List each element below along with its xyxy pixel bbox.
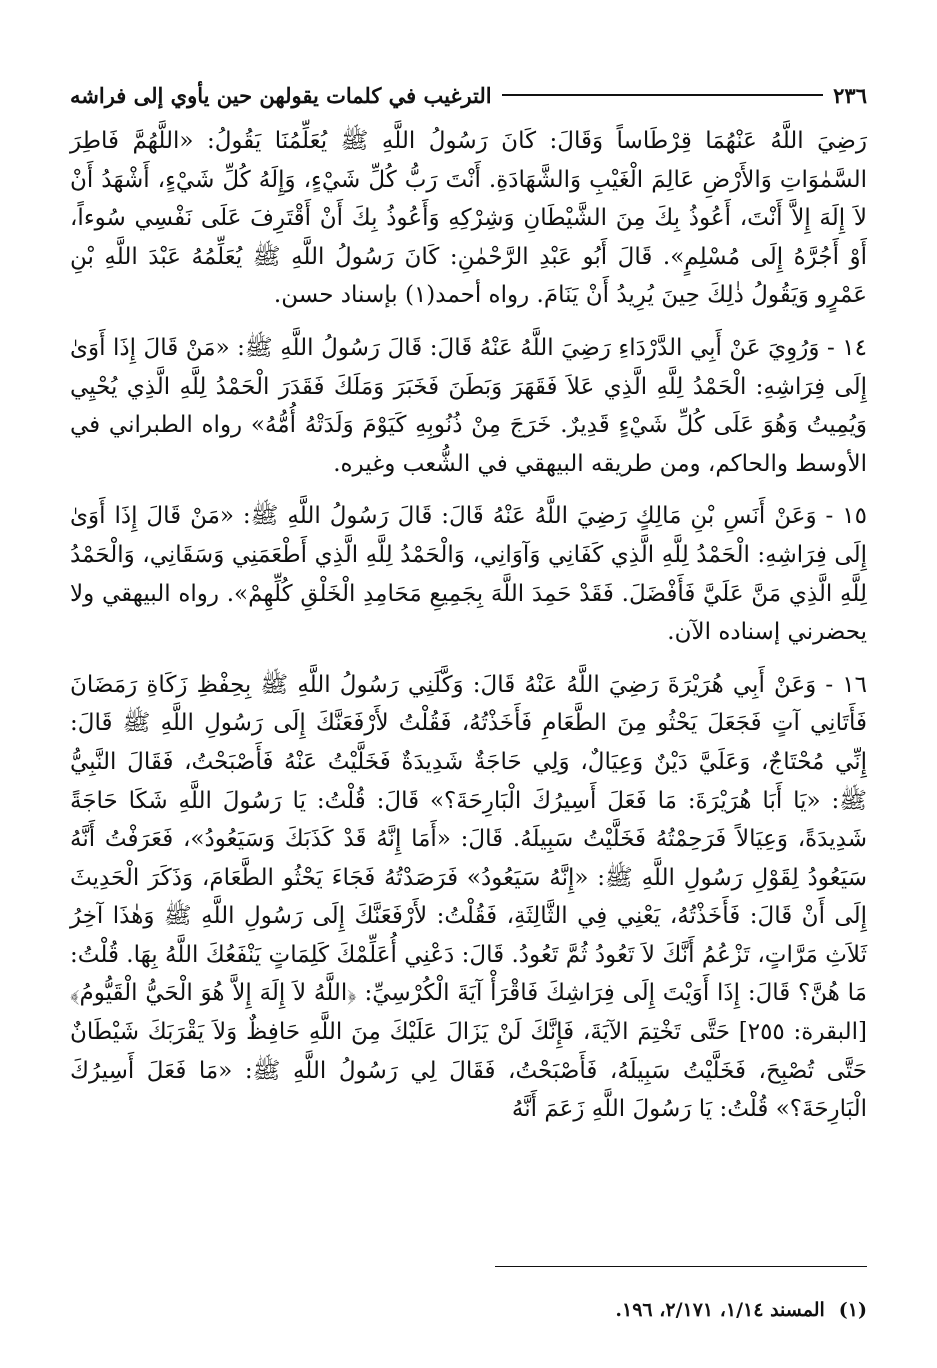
page-body — [70, 122, 867, 1129]
footnote-mark: (١) — [838, 1299, 867, 1321]
hadith-14: ١٤ - وَرُوِيَ عَنْ أَبِي الدَّرْدَاءِ رَضِيَ اللَّهُ عَنْهُ قَالَ: قَالَ رَسُولُ اللَّهِ ﷺ: «مَنْ قَالَ إِذَا أَوَىٰ إِلَى فِرَاشِهِ: الْحَمْدُ لِلَّهِ الَّذِي عَلاَ فَقَهَرَ وَبَطَنَ فَخَبَرَ وَمَلَكَ فَقَدَرَ الْحَمْدُ لِلَّهِ الَّذِي يُحْيِي وَيُمِيتُ وَهُوَ عَلَى كُلِّ شَيْءٍ قَدِيرٌ. خَرَجَ مِنْ ذُنُوبِهِ كَيَوْمَ وَلَدَتْهُ أُمُّهُ» رواه الطبراني في الأوسط والحاكم، ومن طريقه البيهقي في الشُّعب وغيره. — [70, 334, 867, 477]
hadith-15: ١٥ - وَعَنْ أَنَسِ بْنِ مَالِكٍ رَضِيَ اللَّهُ عَنْهُ قَالَ: قَالَ رَسُولُ اللَّهِ ﷺ: «مَنْ قَالَ إِذَا أَوَىٰ إِلَى فِرَاشِهِ: الْحَمْدُ لِلَّهِ الَّذِي كَفَانِي وَآوَانِي، وَالْحَمْدُ لِلَّهِ الَّذِي أَطْعَمَنِي وَسَقَانِي، وَالْحَمْدُ لِلَّهِ الَّذِي مَنَّ عَلَيَّ فَأَفْضَلَ. فَقَدْ حَمِدَ اللَّهَ بِجَمِيعِ مَحَامِدِ الْخَلْقِ كُلِّهِمْ». رواه البيهقي ولا يحضرني إسناده الآن. — [70, 503, 867, 646]
footnote-text: المسند ١/١٤، ٢/١٧١، ١٩٦. — [615, 1299, 825, 1321]
header-rule — [502, 94, 824, 96]
footnote — [70, 1296, 867, 1324]
paragraph-continuation: رَضِيَ اللَّهُ عَنْهُمَا قِرْطَاساً وَقَالَ: كَانَ رَسُولُ اللَّهِ ﷺ يُعَلِّمُنَا يَقُولُ: «اللَّهُمَّ فَاطِرَ السَّمٰوَاتِ وَالأَرْضِ عَالِمَ الْغَيْبِ وَالشَّهَادَةِ. أَنْتَ رَبُّ كُلِّ شَيْءٍ، وَإِلَهُ كُلِّ شَيْءٍ، أَشْهَدُ أَنْ لاَ إِلَهَ إِلاَّ أَنْتَ، أَعُوذُ بِكَ مِنَ الشَّيْطَانِ وَشِرْكِهِ وَأَعُوذُ بِكَ أَنْ أَقْتَرِفَ عَلَى نَفْسِي سُوءاً، أَوْ أَجُرَّهُ إِلَى مُسْلِمٍ». قَالَ أَبُو عَبْدِ الرَّحْمٰنِ: كَانَ رَسُولُ اللَّهِ ﷺ يُعَلِّمُهُ عَبْدَ اللَّهِ بْنِ عَمْرٍو وَيَقُولُ ذٰلِكَ حِينَ يُرِيدُ أَنْ يَنَامَ. رواه أحمد(١) بإسناد حسن. — [70, 128, 867, 309]
document-page — [70, 78, 867, 1129]
footnote-rule — [495, 1266, 867, 1267]
running-title: الترغيب في كلمات يقولهن حين يأوي إلى فراشه — [70, 82, 492, 108]
hadith-16: ١٦ - وَعَنْ أَبِي هُرَيْرَةَ رَضِيَ اللَّهُ عَنْهُ قَالَ: وَكَّلَنِي رَسُولُ اللَّهِ ﷺ بِحِفْظِ زَكَاةِ رَمَضَانَ فَأَتَانِي آتٍ فَجَعَلَ يَحْثُو مِنَ الطَّعَامِ فَأَخَذْتُهُ، فَقُلْتُ لأَرْفَعَنَّكَ إِلَى رَسُولِ اللَّهِ ﷺ قَالَ: إِنِّي مُحْتَاجٌ، وَعَلَيَّ دَيْنٌ وَعِيَالٌ، وَلِي حَاجَةٌ شَدِيدَةٌ فَخَلَّيْتُ عَنْهُ فَأَصْبَحْتُ، فَقَالَ النَّبِيُّ ﷺ: «يَا أَبَا هُرَيْرَةَ: مَا فَعَلَ أَسِيرُكَ الْبَارِحَةَ؟» قَالَ: قُلْتُ: يَا رَسُولَ اللَّهِ شَكَا حَاجَةً شَدِيدَةً، وَعِيَالاً فَرَحِمْتُهُ فَخَلَّيْتُ سَبِيلَهُ. قَالَ: «أَمَا إِنَّهُ قَدْ كَذَبَكَ وَسَيَعُودُ»، فَعَرَفْتُ أَنَّهُ سَيَعُودُ لِقَوْلِ رَسُولِ اللَّهِ ﷺ: «إِنَّهُ سَيَعُودُ» فَرَصَدْتُهُ فَجَاءَ يَحْثُو الطَّعَامَ، وَذَكَرَ الْحَدِيثَ إِلَى أَنْ قَالَ: فَأَخَذْتُهُ، يَعْنِي فِي الثَّالِثَةِ، فَقُلْتُ: لأَرْفَعَنَّكَ إِلَى رَسُولِ اللَّهِ ﷺ وَهٰذَا آخِرُ ثَلاَثِ مَرَّاتٍ، تَزْعُمُ أَنَّكَ لاَ تَعُودُ ثُمَّ تَعُودُ. قَالَ: دَعْنِي أُعَلِّمْكَ كَلِمَاتٍ يَنْفَعُكَ اللَّهُ بِهَا. قُلْتُ: مَا هُنَّ؟ قَالَ: إِذَا أَوَيْتَ إِلَى فِرَاشِكَ فَاقْرَأْ آيَةَ الْكُرْسِيِّ: ﴿اللَّهُ لاَ إِلَهَ إِلاَّ هُوَ الْحَيُّ الْقَيُّومُ﴾ [البقرة: ٢٥٥] حَتَّى تَخْتِمَ الآيَةَ، فَإِنَّكَ لَنْ يَزَالَ عَلَيْكَ مِنَ اللَّهِ حَافِظٌ وَلاَ يَقْرَبَكَ شَيْطَانٌ حَتَّى تُصْبِحَ، فَخَلَّيْتُ سَبِيلَهُ، فَأَصْبَحْتُ، فَقَالَ لِي رَسُولُ اللَّهِ ﷺ: «مَا فَعَلَ أَسِيرُكَ الْبَارِحَةَ؟» قُلْتُ: يَا رَسُولَ اللَّهِ زَعَمَ أَنَّهُ — [70, 671, 867, 1123]
running-header — [70, 78, 867, 112]
page-number: ٢٣٦ — [833, 82, 867, 108]
